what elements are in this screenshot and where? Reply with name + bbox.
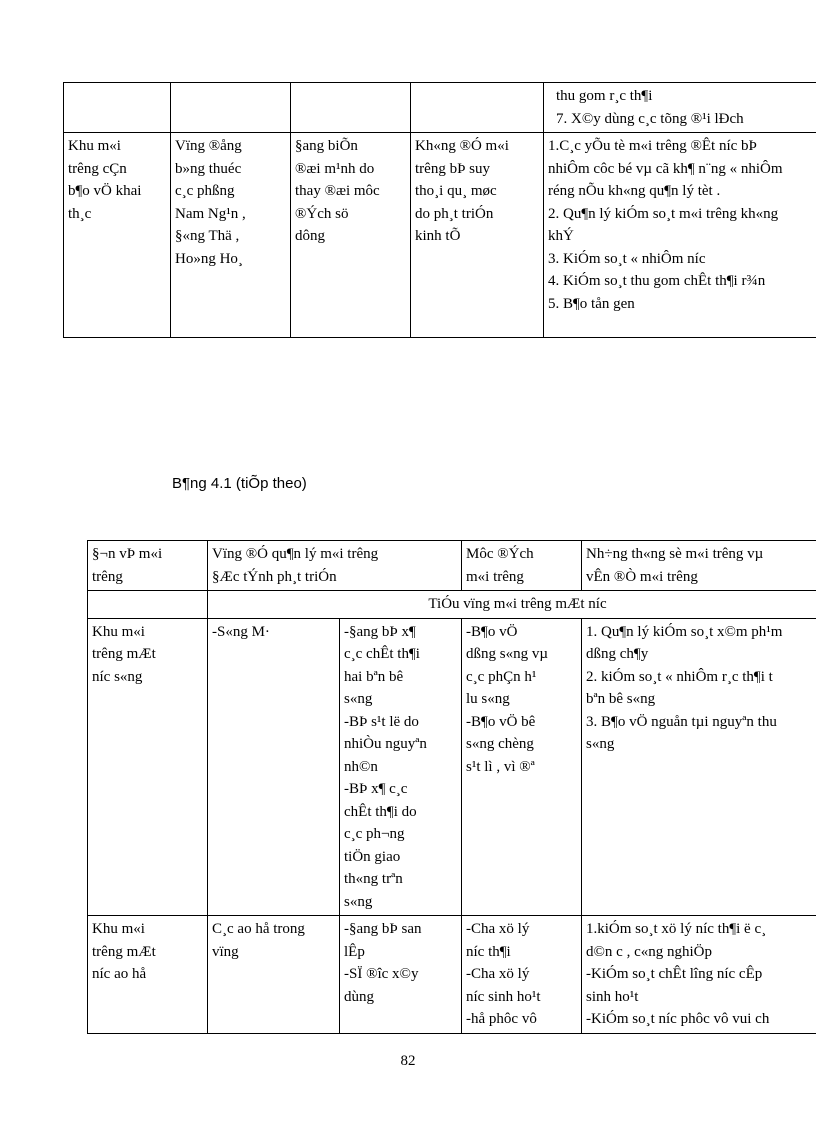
cell-text-line: dông (295, 228, 325, 244)
cell-text-line: níc s«ng (92, 668, 143, 685)
cell-text-line: c¸c phßng (175, 183, 235, 199)
cell-text-line: níc th¶i (466, 943, 511, 960)
cell-text-line: s«ng (344, 893, 373, 910)
table-cell (340, 916, 462, 1034)
table-cell (88, 591, 208, 619)
cell-text-line: 1.kiÓm so¸t xö lý níc th¶i ë c¸ (586, 921, 767, 937)
cell-text-line: do ph¸t triÓn (415, 205, 494, 222)
cell-text-line: c¸c ph¬ng (344, 826, 405, 842)
cell-text-line: nhiÒu nguyªn (344, 736, 427, 752)
cell-text-line: níc ao hå (92, 966, 147, 982)
environment-table (87, 540, 816, 1034)
cell-text-line: 7. X©y dùng c¸c tõng ®¹i lÐch (556, 110, 744, 127)
table-continued (63, 82, 816, 338)
table-header-cell (582, 541, 816, 591)
cell-text-line: dßng s«ng vµ (466, 646, 548, 662)
table-row (64, 133, 816, 338)
page-number: 82 (400, 1053, 416, 1069)
table-row (88, 618, 816, 916)
cell-text-line: th¸c (68, 205, 92, 222)
table-cell (462, 618, 582, 916)
cell-text-line: vïng (212, 943, 239, 960)
cell-text-line: -BÞ s¹t lë do (344, 713, 419, 730)
cell-text-line: Khu m«i (92, 921, 145, 937)
cell-text-line: lu s«ng (466, 691, 510, 707)
cell-text-line: trêng mÆt (92, 646, 156, 662)
cell-text-line: c¸c chÊt th¶i (344, 646, 420, 662)
cell-text-line: -B¶o vÖ bê (466, 713, 536, 730)
cell-text-line: C¸c ao hå trong (212, 921, 305, 937)
cell-text-line: níc sinh ho¹t (466, 988, 541, 1005)
table-header-cell (88, 541, 208, 591)
cell-text-line: th«ng trªn (344, 871, 403, 887)
cell-text-line: s¹t lì , vì ®ª (466, 758, 535, 775)
table-cell (171, 133, 291, 338)
table-cell (171, 83, 291, 133)
table-header-cell (208, 541, 462, 591)
cell-text-line: -Cha xö lý (466, 921, 530, 937)
cell-text-line: -hå phôc vô (466, 1011, 537, 1027)
table-cell (544, 83, 816, 133)
cell-text-line: Vïng ®Ó qu¶n lý m«i trêng (212, 546, 379, 562)
table-header-row (88, 541, 816, 591)
table-cell (64, 133, 171, 338)
cell-text-line: -BÞ x¶ c¸c (344, 781, 408, 797)
cell-text-line: réng nÕu kh«ng qu¶n lý tèt . (548, 183, 721, 199)
cell-text-line: -B¶o vÖ (466, 623, 518, 640)
table-cell (411, 83, 544, 133)
cell-text-line: hai bªn bê (344, 668, 404, 685)
cell-text-line: Khu m«i (92, 623, 145, 640)
cell-text-line: -S«ng M· (212, 623, 270, 640)
cell-text-line: thu gom r¸c th¶i (556, 88, 653, 104)
cell-text-line: §«ng Thä , (175, 228, 240, 244)
cell-text-line: Nam Ng¹n , (175, 205, 246, 222)
cell-text-line: -§ang bÞ x¶ (344, 623, 416, 640)
cell-text-line: m«i trêng (466, 568, 524, 585)
cell-text-line: vÊn ®Ò m«i trêng (586, 568, 698, 585)
cell-text-line: ®æi m¹nh do (295, 160, 375, 177)
cell-text-line: lÊp (344, 943, 365, 960)
table-cell (340, 618, 462, 916)
cell-text-line: ®Ých sö (295, 205, 349, 222)
table-cell (64, 83, 171, 133)
cell-text-line: chÊt th¶i do (344, 803, 417, 820)
cell-text-line: 3. KiÓm so¸t « nhiÔm níc (548, 250, 706, 267)
cell-text-line: -KiÓm so¸t chÊt lîng níc cÊp (586, 966, 763, 982)
table-row (64, 83, 816, 133)
table-row (88, 916, 816, 1034)
cell-text-line: Nh÷ng th«ng sè m«i trêng vµ (586, 546, 764, 562)
cell-text-line: dùng (344, 988, 374, 1005)
cell-text-line: c¸c phÇn h¹ (466, 668, 537, 685)
cell-text-line: sinh ho¹t (586, 988, 639, 1005)
table-cell (462, 916, 582, 1034)
cell-text-line: trêng cÇn (68, 160, 127, 177)
table-cell (582, 618, 816, 916)
cell-text-line: khÝ (548, 228, 574, 244)
table-subheader-row (88, 591, 816, 619)
cell-text-line: nh©n (344, 758, 378, 775)
cell-text-line: Môc ®Ých (466, 546, 534, 562)
cell-text-line: Vïng ®ång (175, 138, 242, 154)
cell-text-line: 5. B¶o tån gen (548, 295, 635, 312)
cell-text-line: s«ng (586, 736, 615, 752)
cell-text-line: 1. Qu¶n lý kiÓm so¸t x©m ph¹m (586, 623, 783, 640)
subregion-title: TiÓu vïng m«i trêng mÆt níc (208, 591, 816, 619)
cell-text-line: bªn bê s«ng (586, 691, 656, 707)
cell-text-line: Khu m«i (68, 138, 121, 154)
cell-text-line: b»ng thuéc (175, 160, 242, 177)
cell-text-line: d©n c , c«ng nghiÖp (586, 943, 712, 960)
cell-text-line: 3. B¶o vÖ nguån tµi nguyªn thu (586, 713, 777, 730)
cell-text-line: -SÏ ®îc x©y (344, 966, 419, 982)
table-cell (291, 133, 411, 338)
cell-text-line: -§ang bÞ san (344, 921, 422, 937)
table-cell (208, 618, 340, 916)
table-cell (582, 916, 816, 1034)
table-header-cell (462, 541, 582, 591)
cell-text-line: -KiÓm so¸t níc phôc vô vui ch (586, 1011, 770, 1027)
table-cell (88, 916, 208, 1034)
cell-text-line: dßng ch¶y (586, 646, 649, 662)
cell-text-line: trêng bÞ suy (415, 160, 490, 177)
cell-text-line: tiÖn giao (344, 848, 401, 865)
cell-text-line: s«ng chèng (466, 736, 534, 752)
cell-text-line: §Æc tÝnh ph¸t triÓn (212, 568, 337, 585)
table-cell (544, 133, 816, 338)
cell-text-line: trêng (92, 568, 123, 585)
cell-text-line: §ang biÕn (295, 138, 358, 154)
cell-text-line: Kh«ng ®Ó m«i (415, 138, 509, 154)
table-cell (291, 83, 411, 133)
cell-text-line: 2. Qu¶n lý kiÓm so¸t m«i trêng kh«ng (548, 205, 779, 222)
cell-text-line: thay ®æi môc (295, 183, 380, 199)
cell-text-line: kinh tÕ (415, 228, 461, 244)
cell-text-line: -Cha xö lý (466, 966, 530, 982)
cell-text-line: s«ng (344, 691, 373, 707)
cell-text-line: trêng mÆt (92, 943, 156, 960)
cell-text-line: tho¸i qu¸ møc (415, 183, 497, 199)
cell-text-line: 1.C¸c yÕu tè m«i trêng ®Êt níc bÞ (548, 138, 757, 154)
table-cell (411, 133, 544, 338)
cell-text-line: 4. KiÓm so¸t thu gom chÊt th¶i r¾n (548, 273, 766, 289)
cell-text-line: §¬n vÞ m«i (92, 546, 163, 562)
table-caption: B¶ng 4.1 (tiÕp theo) (172, 475, 307, 492)
cell-text-line: b¶o vÖ khai (68, 183, 142, 199)
cell-text-line: nhiÔm côc bé vµ cã kh¶ n¨ng « nhiÔm (548, 160, 783, 177)
table-cell (88, 618, 208, 916)
cell-text-line: 2. kiÓm so¸t « nhiÔm r¸c th¶i t (586, 668, 773, 685)
table-cell (208, 916, 340, 1034)
cell-text-line: Ho»ng Ho¸ (175, 250, 243, 267)
